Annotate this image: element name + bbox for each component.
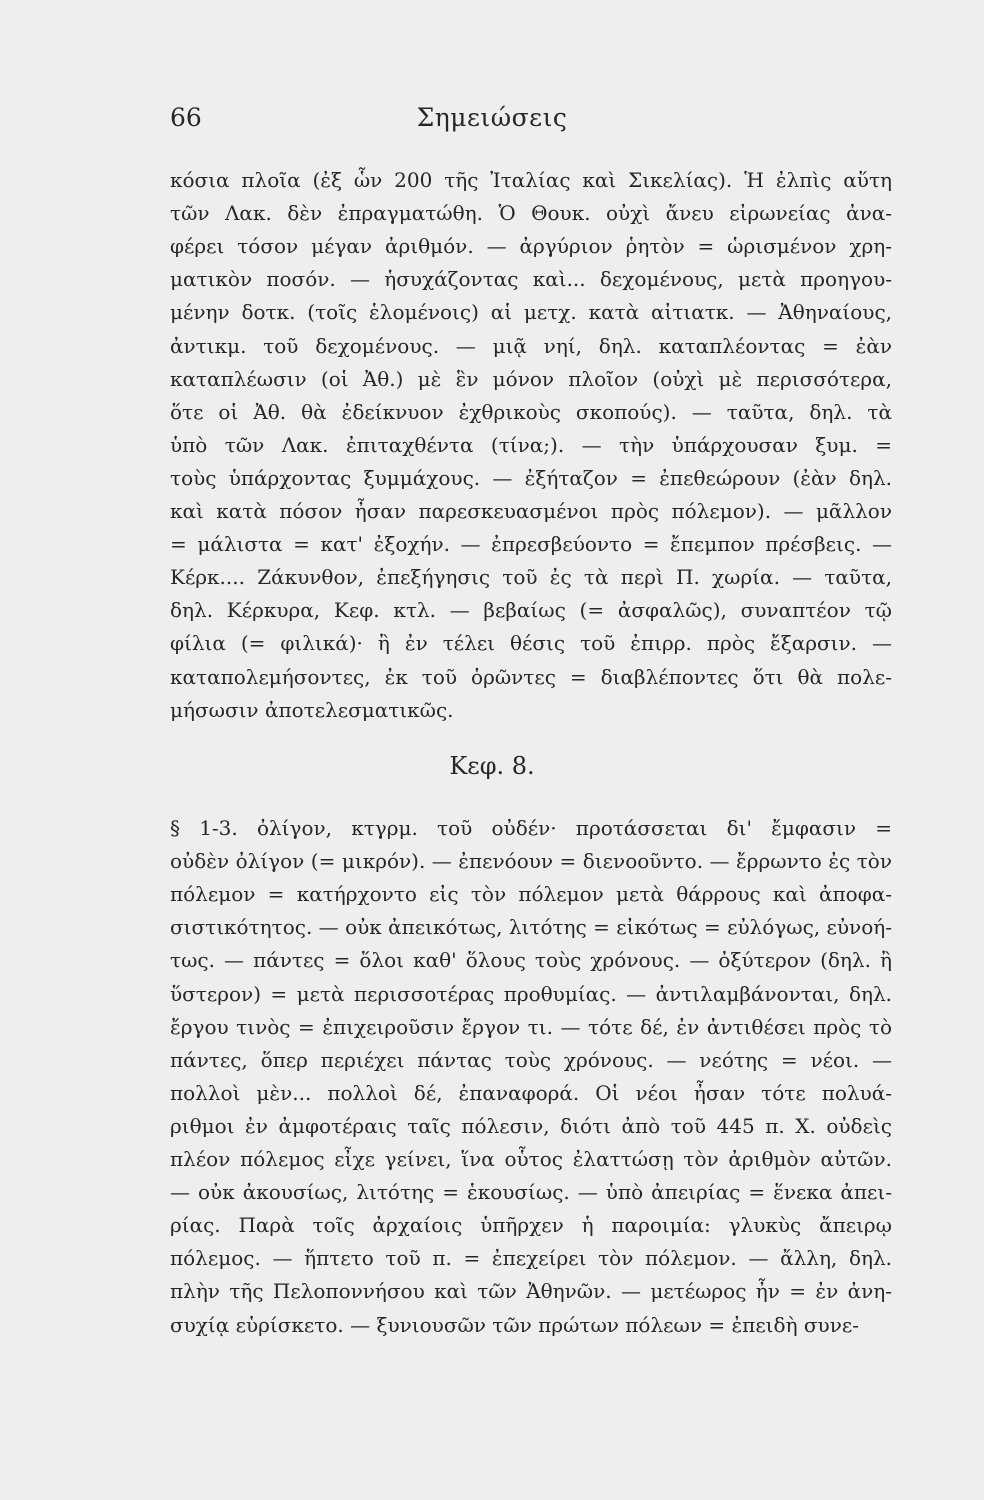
text-line: πολλοὶ μὲν... πολλοὶ δέ, ἐπαναφορά. Οἱ νέοι ἦσαν τότε πολυά- <box>170 1080 892 1105</box>
text-line: ὅτε οἱ Ἀθ. θὰ ἐδείκνυον ἐχθρικοὺς σκοπούς). — ταῦτα, δηλ. τὰ <box>170 399 892 424</box>
text-line: § 1-3. ὀλίγον, κτγρμ. τοῦ οὐδέν· προτάσσεται δι' ἔμφασιν = <box>170 816 892 840</box>
text-line: ἔργου τινὸς = ἐπιχειροῦσιν ἔργον τι. — τότε δέ, ἐν ἀντιθέσει πρὸς τὸ <box>170 1014 892 1039</box>
text-line: πόλεμον = κατήρχοντο εἰς τὸν πόλεμον μετὰ θάρρους καὶ ἀποφα- <box>170 882 892 907</box>
text-line: φίλια (= φιλικά)· ἢ ἐν τέλει θέσις τοῦ ἐπιρρ. πρὸς ἔξαρσιν. — <box>170 631 892 656</box>
text-line: πόλεμος. — ἥπτετο τοῦ π. = ἐπεχείρει τὸν πόλεμον. — ἄλλη, δηλ. <box>170 1246 892 1271</box>
text-line: ὕστερον) = μετὰ περισσοτέρας προθυμίας. — ἀντιλαμβάνονται, δηλ. <box>170 981 892 1006</box>
text-line: πλέον πόλεμος εἶχε γείνει, ἵνα οὗτος ἐλαττώσῃ τὸν ἀριθμὸν αὐτῶν. <box>170 1147 892 1171</box>
page-header <box>0 103 984 143</box>
text-line: κόσια πλοῖα (ἐξ ὧν 200 τῆς Ἰταλίας καὶ Σικελίας). Ἡ ἐλπὶς αὕτη <box>170 168 892 192</box>
text-line: ὑπὸ τῶν Λακ. ἐπιταχθέντα (τίνα;). — τὴν ὑπάρχουσαν ξυμ. = <box>170 432 892 457</box>
text-line: Κέρκ.... Ζάκυνθον, ἐπεξήγησις τοῦ ἐς τὰ περὶ Π. χωρία. — ταῦτα, <box>170 565 892 590</box>
text-line: σιστικότητος. — οὐκ ἀπεικότως, λιτότης = εἰκότως = εὐλόγως, εὐνοή- <box>170 915 892 940</box>
running-head: Σημειώσεις <box>416 103 568 132</box>
text-line: συχίᾳ εὑρίσκετο. — ξυνιουσῶν τῶν πρώτων πόλεων = ἐπειδὴ συνε- <box>170 1312 859 1337</box>
text-line: καταπλέωσιν (οἱ Ἀθ.) μὲ ἓν μόνον πλοῖον (οὐχὶ μὲ περισσότερα, <box>170 366 892 391</box>
text-line: ριθμοι ἐν ἀμφοτέραις ταῖς πόλεσιν, διότι ἀπὸ τοῦ 445 π. Χ. οὐδεὶς <box>170 1113 892 1138</box>
text-line: τοὺς ὑπάρχοντας ξυμμάχους. — ἐξήταζον = ἐπεθεώρουν (ἐὰν δηλ. <box>170 465 892 490</box>
text-line: καὶ κατὰ πόσον ἦσαν παρεσκευασμένοι πρὸς πόλεμον). — μᾶλλον <box>170 499 892 523</box>
text-line: πάντες, ὅπερ περιέχει πάντας τοὺς χρόνους. — νεότης = νέοι. — <box>170 1047 892 1072</box>
text-line: = μάλιστα = κατ' ἐξοχήν. — ἐπρεσβεύοντο = ἔπεμπον πρέσβεις. — <box>170 532 892 557</box>
text-line: ματικὸν ποσόν. — ἡσυχάζοντας καὶ... δεχομένους, μετὰ προηγου- <box>170 267 892 292</box>
text-line: ἀντικμ. τοῦ δεχομένους. — μιᾷ νηί, δηλ. καταπλέοντας = ἐὰν <box>170 333 892 358</box>
page-number: 66 <box>170 103 202 132</box>
text-line: μήσωσιν ἀποτελεσματικῶς. <box>170 697 454 722</box>
text-line: καταπολεμήσοντες, ἐκ τοῦ ὁρῶντες = διαβλέποντες ὅτι θὰ πολε- <box>170 664 892 689</box>
text-line: — οὐκ ἀκουσίως, λιτότης = ἑκουσίως. — ὑπὸ ἀπειρίας = ἕνεκα ἀπει- <box>170 1180 892 1205</box>
text-line: οὐδὲν ὀλίγον (= μικρόν). — ἐπενόουν = διενοοῦντο. — ἔρρωντο ἐς τὸν <box>170 849 892 874</box>
text-line: μένην δοτκ. (τοῖς ἑλομένοις) αἱ μετχ. κατὰ αἰτιατκ. — Ἀθηναίους, <box>170 300 892 325</box>
chapter-heading: Κεφ. 8. <box>449 752 535 780</box>
text-line: δηλ. Κέρκυρα, Κεφ. κτλ. — βεβαίως (= ἀσφαλῶς), συναπτέον τῷ <box>170 598 892 623</box>
text-line: τῶν Λακ. δὲν ἐπραγματώθη. Ὁ Θουκ. οὐχὶ ἄνευ εἰρωνείας ἀνα- <box>170 201 892 226</box>
text-line: τως. — πάντες = ὅλοι καθ' ὅλους τοὺς χρόνους. — ὀξύτερον (δηλ. ἢ <box>170 948 892 973</box>
text-line: φέρει τόσον μέγαν ἀριθμόν. — ἀργύριον ῥητὸν = ὡρισμένον χρη- <box>170 234 892 259</box>
text-line: πλὴν τῆς Πελοποννήσου καὶ τῶν Ἀθηνῶν. — μετέωρος ἦν = ἐν ἀνη- <box>170 1279 892 1304</box>
text-line: ρίας. Παρὰ τοῖς ἀρχαίοις ὑπῆρχεν ἡ παροιμία: γλυκὺς ἄπειρῳ <box>170 1213 892 1238</box>
